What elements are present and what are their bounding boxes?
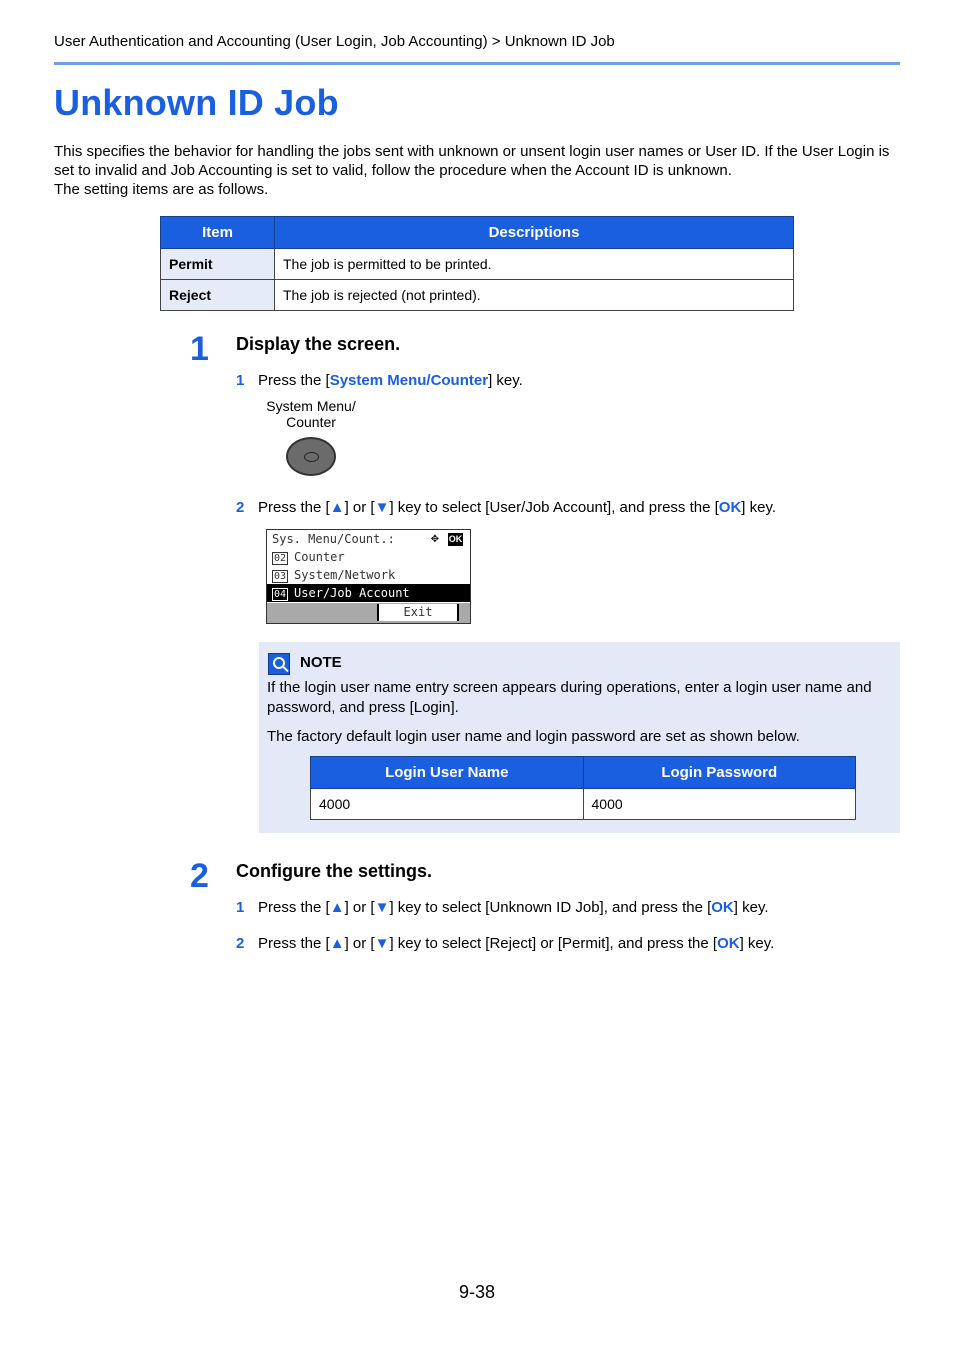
lcd-screen [266,529,471,624]
substep-number: 2 [236,499,245,516]
ok-key-name: OK [717,935,740,952]
column-header-login-user-name: Login User Name [311,757,584,789]
down-arrow-icon: ▼ [374,935,390,952]
login-password-cell: 4000 [583,789,856,820]
substep-text: Press the [ [258,499,330,516]
substep-number: 1 [236,899,245,916]
substep-text: ] or [ [344,499,375,516]
table-header-row [311,757,856,789]
move-arrows-icon: ✥ [431,531,439,546]
substep-text: ] or [ [344,935,375,952]
up-arrow-icon: ▲ [329,935,345,952]
settings-table [160,216,794,311]
note-label: NOTE [300,654,342,671]
lcd-menu-item-user-job-account[interactable] [267,584,470,602]
substep-text: Press the [ [258,899,330,916]
menu-item-label: User/Job Account [294,586,410,600]
substep-text: ] key to select [User/Job Account], and press the [ [389,499,719,516]
intro-paragraph: This specifies the behavior for handling the jobs sent with unknown or unsent login user names or User ID. If the User Login is set to invalid and Job Accounting is set to valid, follow the procedure when the Account ID is unknown. [54,143,890,179]
login-defaults-table [310,756,856,820]
key-name: System Menu/Counter [329,372,489,389]
substep-text: ] key to select [Unknown ID Job], and press the [ [389,899,712,916]
up-arrow-icon: ▲ [329,499,345,516]
substep-text: ] key. [741,499,777,516]
login-user-name-cell: 4000 [311,789,584,820]
step-2-title: Configure the settings. [236,861,433,881]
ok-key-name: OK [718,499,742,516]
substep-number: 1 [236,372,245,389]
page-title: Unknown ID Job [54,82,339,123]
page-number: 9-38 [458,1282,496,1302]
table-row [161,249,794,280]
menu-item-number: 04 [274,589,287,600]
description-cell: The job is rejected (not printed). [275,280,794,311]
ok-badge-icon: OK [448,534,463,544]
lcd-menu-item-counter[interactable] [272,548,345,566]
column-header-descriptions: Descriptions [275,217,794,249]
note-magnifier-icon [268,653,290,675]
item-cell: Reject [161,280,275,311]
ok-key-name: OK [711,899,734,916]
key-label-line: System Menu/ [266,398,356,414]
column-header-login-password: Login Password [583,757,856,789]
lcd-exit-button[interactable]: Exit [377,604,459,621]
down-arrow-icon: ▼ [374,499,390,516]
step-2-number: 2 [190,857,209,895]
up-arrow-icon: ▲ [329,899,345,916]
column-header-item: Item [161,217,275,249]
substep-text: Press the [ [258,372,330,389]
step-1-number: 1 [190,330,209,368]
menu-item-label: Counter [294,550,345,564]
intro-paragraph-2: The setting items are as follows. [54,181,269,198]
table-row [311,789,856,820]
menu-item-number: 03 [274,571,287,582]
substep-text: ] key. [488,372,523,389]
step-2-substep-2 [236,935,774,952]
note-text: If the login user name entry screen appears during operations, enter a login user name and password, and press [Login]. [267,679,872,716]
step-1-substep-2 [236,499,776,516]
substep-number: 2 [236,935,245,952]
substep-text: Press the [ [258,935,330,952]
header-rule [54,62,900,65]
key-label-line: Counter [286,414,336,430]
item-cell: Permit [161,249,275,280]
menu-item-number: 02 [274,553,287,564]
table-header-row [161,217,794,249]
note-text-2: The factory default login user name and login password are set as shown below. [267,728,800,745]
down-arrow-icon: ▼ [374,899,390,916]
menu-item-label: System/Network [294,568,396,582]
step-2-substep-1 [236,899,769,916]
step-1-substep-1 [236,372,523,389]
intro-text [54,142,904,199]
note-box [259,642,900,833]
table-row [161,280,794,311]
substep-text: ] key. [739,935,775,952]
breadcrumb: User Authentication and Accounting (User Login, Job Accounting) > Unknown ID Job [54,33,615,50]
description-cell: The job is permitted to be printed. [275,249,794,280]
substep-text: ] key. [733,899,769,916]
lcd-header: Sys. Menu/Count.: [272,532,395,546]
substep-text: ] key to select [Reject] or [Permit], and press the [ [389,935,718,952]
substep-text: ] or [ [344,899,375,916]
system-menu-key-button[interactable] [286,437,336,476]
lcd-menu-item-system-network[interactable] [272,566,395,584]
step-1-title: Display the screen. [236,334,401,354]
system-menu-key-label [262,398,360,430]
key-led-icon [304,452,319,462]
